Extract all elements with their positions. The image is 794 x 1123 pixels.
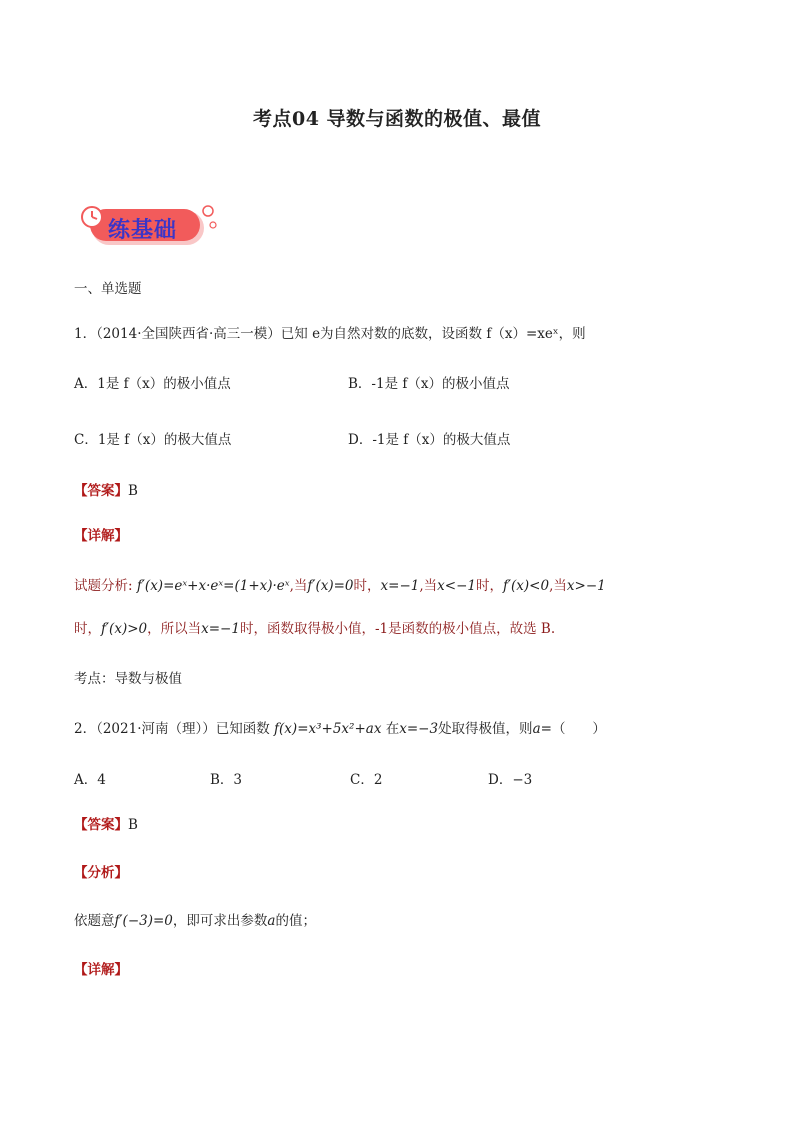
q2-answer-value: B — [128, 817, 138, 833]
q1-options-row1 — [74, 374, 231, 394]
q2-analysis — [74, 911, 316, 931]
q1-text: ,当 — [549, 578, 567, 594]
q2-math-function: f(x)=x³+5x²+ax — [274, 721, 382, 737]
q1-text: ，所以当 — [147, 621, 202, 637]
q2-text: ，即可求出参数 — [172, 913, 268, 929]
q2-answer-label: 【答案】 — [74, 817, 128, 833]
q1-answer-label: 【答案】 — [74, 483, 128, 499]
q1-option-c: C．1是 f（x）的极大值点 — [74, 432, 232, 448]
q1-answer-value: B — [128, 483, 138, 499]
q1-answer — [74, 481, 138, 501]
q1-math: f′(x)<0 — [502, 578, 550, 594]
q2-text: 的值； — [275, 913, 316, 929]
q2-option-d: D．−3 — [488, 772, 533, 788]
q2-detail-label: 【详解】 — [74, 962, 128, 978]
q2-math: x=−3 — [399, 721, 439, 737]
q1-math: x>−1 — [566, 578, 606, 594]
section-heading: 一、单选题 — [74, 281, 142, 297]
q1-stem: 1．（2014·全国陕西省·高三一模）已知 e为自然对数的底数，设函数 f（x）=xeˣ，则 — [74, 326, 586, 342]
q1-text: 时， — [475, 578, 503, 594]
q2-text: （ ） — [551, 721, 606, 737]
q1-analysis-line2 — [74, 619, 555, 639]
q2-answer — [74, 815, 138, 835]
q1-math: x=−1 — [380, 578, 420, 594]
q2-text: 依题意 — [74, 913, 115, 929]
q1-kaodian: 考点：导数与极值 — [74, 671, 182, 687]
q1-option-a: A．1是 f（x）的极小值点 — [74, 376, 231, 392]
q1-analysis-line1 — [74, 576, 606, 596]
q2-stem — [74, 719, 606, 739]
q2-option-c: C．2 — [350, 772, 383, 788]
q1-math: x<−1 — [437, 578, 476, 594]
q2-math: a= — [532, 721, 552, 737]
q1-text: 时， — [74, 621, 101, 637]
q1-text: 时， — [353, 578, 381, 594]
badge-label: 练基础 — [108, 218, 178, 243]
page-title: 考点04 导数与函数的极值、最值 — [252, 108, 542, 130]
q1-detail-label: 【详解】 — [74, 528, 128, 544]
q2-analysis-label: 【分析】 — [74, 865, 128, 881]
q1-text: ,当 — [289, 578, 308, 594]
q2-text: 2．（2021·河南（理））已知函数 — [74, 721, 270, 737]
q2-option-b: B．3 — [210, 772, 243, 788]
q1-analysis-prefix: 试题分析: — [74, 578, 133, 594]
q1-option-b: B．-1是 f（x）的极小值点 — [348, 376, 510, 392]
section-badge — [80, 203, 220, 253]
q1-math: f′(x)>0 — [101, 621, 148, 637]
q1-text: ,当 — [419, 578, 438, 594]
q2-math: f′(−3)=0 — [114, 913, 173, 929]
q2-text: 处取得极值，则 — [438, 721, 533, 737]
q1-math: x=−1 — [201, 621, 240, 637]
q1-option-d: D．-1是 f（x）的极大值点 — [348, 432, 511, 448]
q2-option-a: A．4 — [74, 772, 106, 788]
q1-math: f′(x)=0 — [307, 578, 354, 594]
q1-text: 时，函数取得极小值，-1是函数的极小值点，故选 B. — [239, 621, 556, 637]
q1-math-derivative: f′(x)=eˣ+x·eˣ=(1+x)·eˣ — [136, 578, 290, 594]
q2-math: a — [267, 913, 276, 929]
q2-text: 在 — [385, 721, 400, 737]
